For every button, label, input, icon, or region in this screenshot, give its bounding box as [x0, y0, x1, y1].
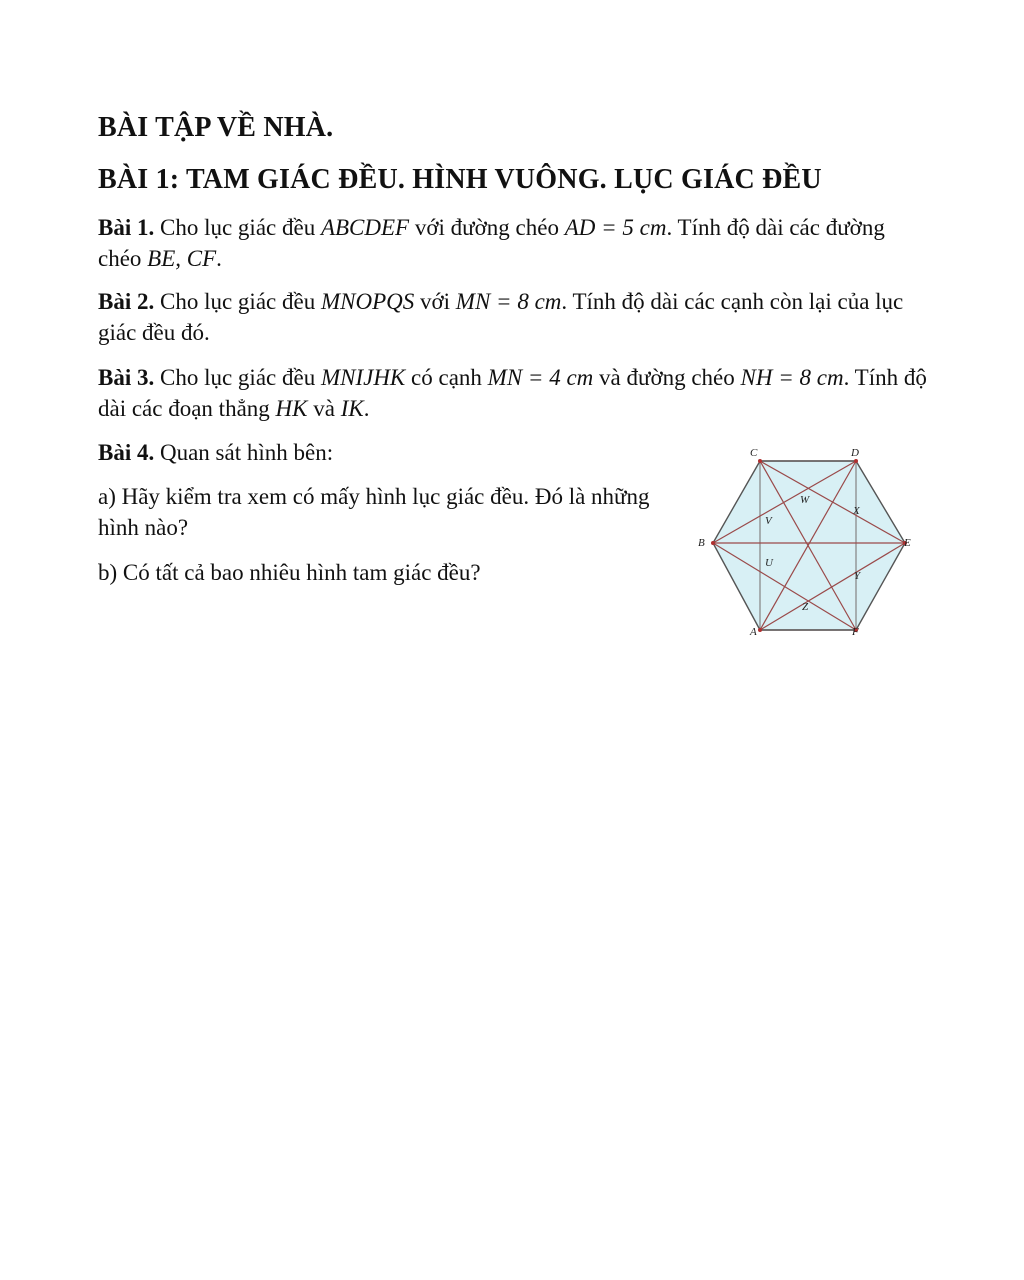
homework-heading: BÀI TẬP VỀ NHÀ. [98, 112, 334, 143]
label-e: E [904, 537, 911, 549]
hexagon-fill [713, 461, 905, 630]
exercise-4-part-b: b) Có tất cả bao nhiêu hình tam giác đều? [98, 560, 481, 585]
label-z: Z [802, 601, 809, 613]
label-c: C [750, 447, 758, 459]
label-w: W [800, 494, 810, 506]
exercise-1-label: Bài 1. [98, 215, 155, 240]
exercise-3-label: Bài 3. [98, 365, 155, 390]
hexagon-figure [694, 440, 924, 645]
exercise-4-part-a: a) Hãy kiểm tra xem có mấy hình lục giác đều. Đó là những hình nào? [98, 484, 650, 540]
lesson-heading: BÀI 1: TAM GIÁC ĐỀU. HÌNH VUÔNG. LỤC GIÁC ĐỀU [98, 164, 822, 195]
label-y: Y [854, 570, 861, 582]
label-f: F [852, 626, 859, 638]
label-x: X [853, 505, 860, 517]
label-u: U [765, 557, 773, 569]
exercise-4: Bài 4. Quan sát hình bên: [98, 440, 334, 465]
exercise-4-label: Bài 4. [98, 440, 155, 465]
label-d: D [851, 447, 859, 459]
label-b: B [698, 537, 705, 549]
exercise-1: Bài 1. Cho lục giác đều ABCDEF với đường chéo AD = 5 cm. Tính độ dài các đường chéo BE, CF. [98, 215, 885, 271]
vertex-a-dot [758, 628, 762, 632]
vertex-c-dot [758, 459, 762, 463]
vertex-b-dot [711, 541, 715, 545]
exercise-3: Bài 3. Cho lục giác đều MNIJHK có cạnh MN = 4 cm và đường chéo NH = 8 cm. Tính độ dài các đoạn thẳng HK và IK. [98, 365, 927, 421]
exercise-2: Bài 2. Cho lục giác đều MNOPQS với MN = 8 cm. Tính độ dài các cạnh còn lại của lục giác đều đó. [98, 289, 904, 345]
label-v: V [765, 515, 772, 527]
vertex-d-dot [854, 459, 858, 463]
label-a: A [750, 626, 757, 638]
exercise-2-label: Bài 2. [98, 289, 155, 314]
